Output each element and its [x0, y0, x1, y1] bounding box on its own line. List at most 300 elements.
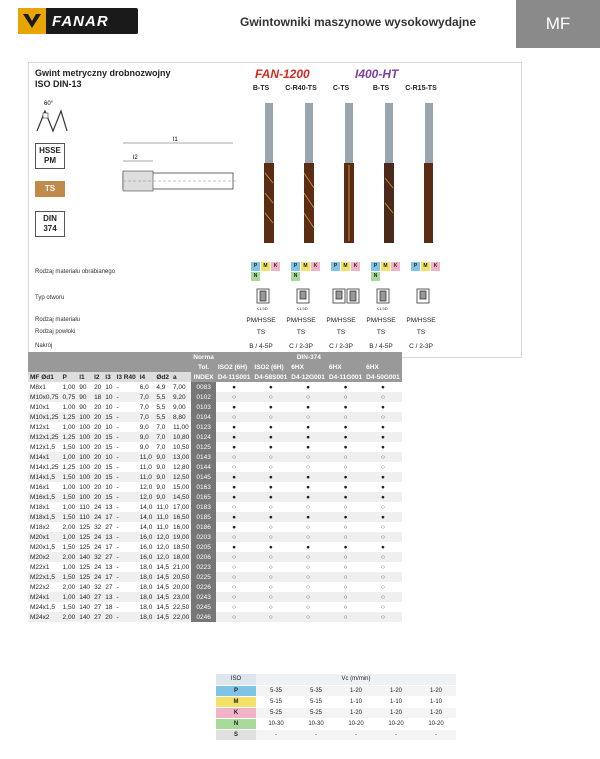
table-cell: 10 — [105, 453, 113, 461]
availability-mark: ○ — [252, 452, 289, 462]
table-cell: 9,00 — [171, 402, 191, 412]
availability-mark: ● — [252, 422, 289, 432]
availability-mark: ○ — [252, 592, 289, 602]
table-cell: 1,50 — [62, 603, 76, 611]
tol-2: ISO2 (6H) — [252, 362, 289, 372]
availability-mark: ○ — [327, 572, 364, 582]
badge-ts: TS — [35, 181, 65, 197]
table-cell: M22x1 — [28, 562, 61, 572]
availability-mark: ○ — [252, 552, 289, 562]
table-cell: M14x1,25 — [30, 463, 59, 471]
table-cell: 17 — [105, 573, 113, 581]
index-cell: 0243 — [191, 592, 216, 602]
vc-iso-cell: S — [216, 729, 256, 740]
table-cell: 14,0 — [139, 513, 153, 521]
chamfer-3: C / 2-3P — [329, 343, 353, 350]
table-cell: M10x1 — [28, 402, 61, 412]
availability-mark: ○ — [216, 412, 253, 422]
table-cell: 13 — [105, 563, 113, 571]
availability-mark: ● — [216, 382, 253, 392]
table-cell: 27 — [94, 603, 102, 611]
table-cell: 27 — [94, 613, 102, 621]
chamfer-4: B / 4-5P — [369, 343, 393, 350]
availability-mark: ● — [252, 382, 289, 392]
index-2: D4-58S001 — [254, 373, 288, 381]
table-header-row — [28, 372, 402, 382]
table-cell: M16x1 — [28, 482, 61, 492]
availability-mark: ● — [327, 512, 364, 522]
table-cell: 11,0 — [154, 512, 171, 522]
tol-3: 6HX — [289, 362, 327, 372]
table-cell: 32 — [94, 523, 102, 531]
availability-mark: ○ — [289, 592, 327, 602]
availability-mark: ● — [327, 382, 364, 392]
tol-4: 6HX — [327, 362, 364, 372]
table-cell: - — [115, 602, 138, 612]
vc-value-cell: 5-15 — [296, 696, 336, 707]
vc-value-cell: 1-20 — [336, 707, 376, 718]
table-cell: 110 — [77, 512, 92, 522]
table-cell: 16,50 — [173, 513, 190, 521]
availability-mark: ● — [252, 492, 289, 502]
vc-iso-label: ISO — [216, 674, 256, 685]
table-cell: 5,5 — [154, 412, 171, 422]
availability-mark: ○ — [252, 392, 289, 402]
table-cell: M22x1,5 — [28, 572, 61, 582]
dimension-table — [28, 352, 402, 622]
table-cell: 16,00 — [173, 523, 190, 531]
table-cell: 140 — [79, 583, 91, 591]
index-5: D4-50G001 — [366, 373, 400, 381]
table-cell: 15 — [105, 413, 113, 421]
availability-mark: ○ — [289, 522, 327, 532]
table-row — [28, 502, 402, 512]
coating-4: TS — [376, 329, 386, 336]
table-cell: 1,00 — [62, 483, 76, 491]
availability-mark: ○ — [364, 392, 402, 402]
iso-grid-1: P M K N — [251, 262, 280, 281]
table-cell: 11,0 — [138, 462, 155, 472]
table-cell: 18,0 — [139, 613, 153, 621]
table-cell: - — [115, 382, 138, 392]
availability-mark: ○ — [216, 462, 253, 472]
table-cell: 100 — [79, 433, 91, 441]
column-type-4: B-TS — [372, 85, 390, 92]
table-cell: 9,0 — [138, 422, 155, 432]
header-l2: l2 — [92, 372, 103, 382]
tap-dimension-drawing — [113, 133, 243, 233]
availability-mark: ● — [289, 512, 327, 522]
table-cell: 4,9 — [154, 382, 171, 392]
availability-mark: ○ — [289, 452, 327, 462]
table-cell: 10,50 — [173, 443, 190, 451]
table-row — [28, 452, 402, 462]
logo-text: FANAR — [52, 12, 109, 30]
norma-label: Norma — [193, 353, 214, 361]
availability-mark: ○ — [364, 552, 402, 562]
vc-header-row — [216, 674, 456, 685]
index-1: D4-11S001 — [217, 373, 251, 381]
iso-grid-5: P M K — [411, 262, 440, 281]
coating-2: TS — [296, 329, 306, 336]
index-cell: 0206 — [191, 552, 216, 562]
table-cell: 14,5 — [156, 593, 169, 601]
availability-mark: ○ — [252, 572, 289, 582]
availability-mark: ○ — [289, 602, 327, 612]
table-cell: 20 — [94, 443, 102, 451]
availability-mark: ○ — [289, 392, 327, 402]
availability-mark: ○ — [216, 532, 253, 542]
panel-title — [35, 68, 171, 90]
availability-mark: ● — [289, 382, 327, 392]
availability-mark: ○ — [289, 462, 327, 472]
table-cell: 9,0 — [154, 492, 171, 502]
table-cell: 10 — [105, 483, 113, 491]
table-cell: 110 — [77, 502, 92, 512]
availability-mark: ● — [216, 522, 253, 532]
availability-mark: ● — [216, 422, 253, 432]
availability-mark: ● — [364, 542, 402, 552]
header-l3r40: l3 R40 — [116, 373, 136, 381]
table-cell: M8x1 — [28, 382, 61, 392]
table-cell: 12,0 — [139, 483, 153, 491]
availability-mark: ● — [327, 402, 364, 412]
table-cell: 140 — [79, 553, 91, 561]
table-cell: 10 — [105, 423, 113, 431]
table-cell: 20 — [94, 453, 102, 461]
chamfer-1: B / 4-5P — [249, 343, 273, 350]
coating-1: TS — [256, 329, 266, 336]
availability-mark: ● — [289, 492, 327, 502]
table-row — [28, 472, 402, 482]
vc-value-cell: - — [416, 729, 456, 740]
table-cell: 11,00 — [171, 422, 191, 432]
availability-mark: ○ — [252, 612, 289, 622]
table-cell: 27 — [94, 593, 102, 601]
table-cell: 16,0 — [139, 543, 153, 551]
table-cell: 2,00 — [62, 613, 76, 621]
availability-mark: ○ — [327, 452, 364, 462]
column-type-1: B-TS — [252, 85, 270, 92]
table-cell: 18 — [94, 393, 102, 401]
availability-mark: ● — [252, 442, 289, 452]
fanar-logo-icon — [18, 8, 46, 34]
vc-value-cell: 1-20 — [416, 707, 456, 718]
table-cell: 11,0 — [138, 452, 155, 462]
availability-mark: ● — [216, 402, 253, 412]
availability-mark: ○ — [216, 452, 253, 462]
brand-i400ht: I400-HT — [355, 67, 399, 81]
table-cell: 1,00 — [62, 383, 76, 391]
table-cell: 10 — [105, 403, 113, 411]
availability-mark: ○ — [364, 462, 402, 472]
availability-mark: ● — [252, 432, 289, 442]
table-cell: 1,50 — [62, 473, 76, 481]
vc-value-cell: 5-25 — [296, 707, 336, 718]
table-cell: 20 — [94, 383, 102, 391]
table-cell: 22,50 — [173, 603, 190, 611]
section-code: MF — [516, 0, 600, 48]
table-cell: 1,00 — [62, 503, 76, 511]
header-l1: l1 — [77, 372, 92, 382]
availability-mark: ● — [252, 542, 289, 552]
table-row — [28, 462, 402, 472]
table-cell: 24 — [94, 513, 102, 521]
availability-mark: ○ — [216, 612, 253, 622]
vc-value-cell: 1-10 — [376, 696, 416, 707]
table-cell: 18,0 — [139, 583, 153, 591]
table-cell: 27 — [105, 583, 113, 591]
availability-mark: ● — [216, 442, 253, 452]
availability-mark: ○ — [289, 532, 327, 542]
index-cell: 0124 — [191, 432, 216, 442]
availability-mark: ● — [252, 482, 289, 492]
table-cell: - — [115, 392, 138, 402]
availability-mark: ● — [289, 472, 327, 482]
index-cell: 0205 — [191, 542, 216, 552]
table-cell: 2,00 — [62, 553, 76, 561]
vc-value-cell: 5-15 — [256, 696, 296, 707]
table-cell: 15 — [105, 433, 113, 441]
availability-mark: ○ — [216, 592, 253, 602]
table-cell: - — [115, 522, 138, 532]
table-cell: - — [115, 582, 138, 592]
availability-mark: ● — [327, 422, 364, 432]
availability-mark: ○ — [327, 502, 364, 512]
availability-mark: ● — [364, 382, 402, 392]
availability-mark: ○ — [289, 572, 327, 582]
table-cell: 7,0 — [154, 432, 171, 442]
table-cell: 100 — [79, 413, 91, 421]
table-row — [28, 442, 402, 452]
availability-mark: ● — [216, 512, 253, 522]
vc-row — [216, 718, 456, 729]
table-cell: 15 — [105, 493, 113, 501]
coating-3: TS — [336, 329, 346, 336]
index-cell: 0083 — [191, 382, 216, 392]
table-row — [28, 402, 402, 412]
tool-material-5: PM/HSSE — [406, 317, 436, 324]
vc-value-cell: 1-20 — [416, 685, 456, 696]
table-cell: 32 — [94, 553, 102, 561]
table-cell: 9,20 — [171, 392, 191, 402]
table-cell: 18,50 — [173, 543, 190, 551]
vc-row — [216, 729, 456, 740]
table-cell: 8,80 — [171, 412, 191, 422]
table-cell: 20 — [94, 463, 102, 471]
panel-title-line1: Gwint metryczny drobnozwojny — [35, 68, 171, 78]
table-cell: 12,80 — [173, 463, 190, 471]
coating-5: TS — [416, 329, 426, 336]
vc-value-cell: 1-20 — [376, 685, 416, 696]
table-cell: 18,0 — [139, 603, 153, 611]
chamfer-2: C / 2-3P — [289, 343, 313, 350]
table-cell: 23,00 — [173, 593, 190, 601]
availability-mark: ○ — [364, 452, 402, 462]
table-cell: 1,50 — [62, 443, 76, 451]
table-cell: - — [115, 532, 138, 542]
table-row — [28, 422, 402, 432]
table-norma-row — [28, 352, 402, 362]
table-cell: 18,0 — [139, 593, 153, 601]
table-cell: 27 — [105, 523, 113, 531]
availability-mark: ○ — [327, 552, 364, 562]
availability-mark: ● — [364, 442, 402, 452]
vc-value-cell: 10-30 — [296, 718, 336, 729]
tool-material-1: PM/HSSE — [246, 317, 276, 324]
availability-mark: ● — [327, 482, 364, 492]
table-cell: 7,0 — [138, 412, 155, 422]
column-type-5: C-R15-TS — [405, 85, 437, 92]
table-row — [28, 432, 402, 442]
iso-grid-3: P M K — [331, 262, 360, 281]
table-cell: 32 — [94, 583, 102, 591]
table-cell: 7,00 — [171, 382, 191, 392]
table-cell: 16,0 — [139, 533, 153, 541]
vc-value-cell: 1-10 — [416, 696, 456, 707]
table-cell: 12,50 — [173, 473, 190, 481]
svg-text:l1: l1 — [173, 137, 178, 143]
availability-mark: ○ — [289, 562, 327, 572]
table-cell: 140 — [79, 593, 91, 601]
availability-mark: ○ — [289, 582, 327, 592]
brand-fan1200: FAN-1200 — [255, 67, 310, 81]
norma-value: DIN-374 — [216, 352, 402, 362]
header-l4: l4 — [138, 372, 155, 382]
table-row — [28, 522, 402, 532]
table-cell: 17 — [105, 513, 113, 521]
vc-value-cell: 5-25 — [256, 707, 296, 718]
index-cell: 0203 — [191, 532, 216, 542]
column-type-3: C-TS — [332, 85, 350, 92]
table-cell: 1,25 — [62, 433, 76, 441]
table-cell: - — [115, 502, 138, 512]
table-cell: 7,0 — [154, 442, 171, 452]
table-cell: 90 — [77, 392, 92, 402]
availability-mark: ○ — [364, 582, 402, 592]
table-cell: - — [115, 442, 138, 452]
availability-mark: ● — [327, 432, 364, 442]
tool-material-label: Rodzaj materiału — [35, 317, 81, 323]
table-cell: - — [115, 512, 138, 522]
vc-row — [216, 696, 456, 707]
table-row — [28, 552, 402, 562]
badge-hsse-pm: HSSE PM — [35, 143, 65, 169]
table-cell: 1,00 — [62, 423, 76, 431]
table-cell: - — [115, 482, 138, 492]
availability-mark: ○ — [216, 392, 253, 402]
vc-iso-cell: M — [216, 696, 256, 707]
availability-mark: ● — [216, 542, 253, 552]
availability-mark: ○ — [364, 612, 402, 622]
table-cell: 11,0 — [154, 522, 171, 532]
availability-mark: ● — [327, 542, 364, 552]
vc-iso-cell: P — [216, 685, 256, 696]
table-cell: 125 — [79, 563, 91, 571]
table-cell: 2,00 — [62, 523, 76, 531]
availability-mark: ● — [289, 402, 327, 412]
table-cell: 14,5 — [156, 613, 169, 621]
table-cell: 1,00 — [62, 403, 76, 411]
table-tol-row — [28, 362, 402, 372]
index-cell: 0165 — [191, 492, 216, 502]
table-cell: 27 — [105, 553, 113, 561]
availability-mark: ○ — [364, 522, 402, 532]
table-cell: 1,50 — [62, 493, 76, 501]
coating-label: Rodzaj powłoki — [35, 329, 76, 335]
index-cell: 0185 — [191, 512, 216, 522]
availability-mark: ● — [289, 482, 327, 492]
vc-value-cell: - — [376, 729, 416, 740]
table-cell: 1,50 — [62, 573, 76, 581]
table-cell: M14x1 — [28, 452, 61, 462]
svg-text:l2: l2 — [133, 155, 138, 161]
availability-mark: ○ — [216, 572, 253, 582]
table-cell: 1,00 — [62, 563, 76, 571]
table-cell: 14,0 — [139, 523, 153, 531]
vc-value-cell: - — [336, 729, 376, 740]
table-cell: - — [115, 422, 138, 432]
table-row — [28, 392, 402, 402]
page-header — [0, 0, 600, 48]
table-cell: M12x1 — [28, 422, 61, 432]
availability-mark: ○ — [327, 602, 364, 612]
availability-mark: ○ — [364, 572, 402, 582]
table-cell: 140 — [79, 603, 91, 611]
index-cell: 0143 — [191, 452, 216, 462]
table-cell: 6,0 — [138, 382, 155, 392]
vc-value-cell: 10-20 — [416, 718, 456, 729]
table-cell: 20 — [94, 483, 102, 491]
index-cell: 0145 — [191, 472, 216, 482]
header-d2: Ød2 — [156, 373, 169, 381]
table-cell: 5,5 — [154, 402, 171, 412]
index-cell: 0103 — [191, 402, 216, 412]
table-row — [28, 532, 402, 542]
table-cell: 125 — [79, 573, 91, 581]
table-cell: 20 — [94, 493, 102, 501]
table-cell: - — [115, 432, 138, 442]
availability-mark: ○ — [252, 582, 289, 592]
table-cell: 20 — [105, 613, 113, 621]
index-3: D4-12G001 — [291, 373, 325, 381]
table-row — [28, 482, 402, 492]
table-cell: M10x1,25 — [30, 413, 59, 421]
availability-mark: ○ — [327, 592, 364, 602]
availability-mark: ○ — [289, 552, 327, 562]
availability-mark: ○ — [216, 502, 253, 512]
table-cell: 15 — [105, 473, 113, 481]
table-cell: M20x2 — [28, 552, 61, 562]
vc-value-cell: 5-35 — [296, 685, 336, 696]
table-cell: 1,50 — [62, 543, 76, 551]
table-cell: 100 — [79, 453, 91, 461]
availability-mark: ● — [364, 402, 402, 412]
table-cell: - — [115, 462, 138, 472]
table-cell: 90 — [77, 382, 92, 392]
table-cell: 100 — [79, 463, 91, 471]
table-cell: M22x2 — [28, 582, 61, 592]
cutting-speed-table — [216, 674, 456, 741]
index-cell: 0183 — [191, 502, 216, 512]
table-cell: 20,00 — [173, 583, 190, 591]
table-cell: 17,00 — [173, 503, 190, 511]
table-cell: - — [115, 572, 138, 582]
iso-grid-2: P M K N — [291, 262, 320, 281]
availability-mark: ○ — [327, 582, 364, 592]
table-cell: 19,00 — [173, 533, 190, 541]
availability-mark: ○ — [327, 532, 364, 542]
